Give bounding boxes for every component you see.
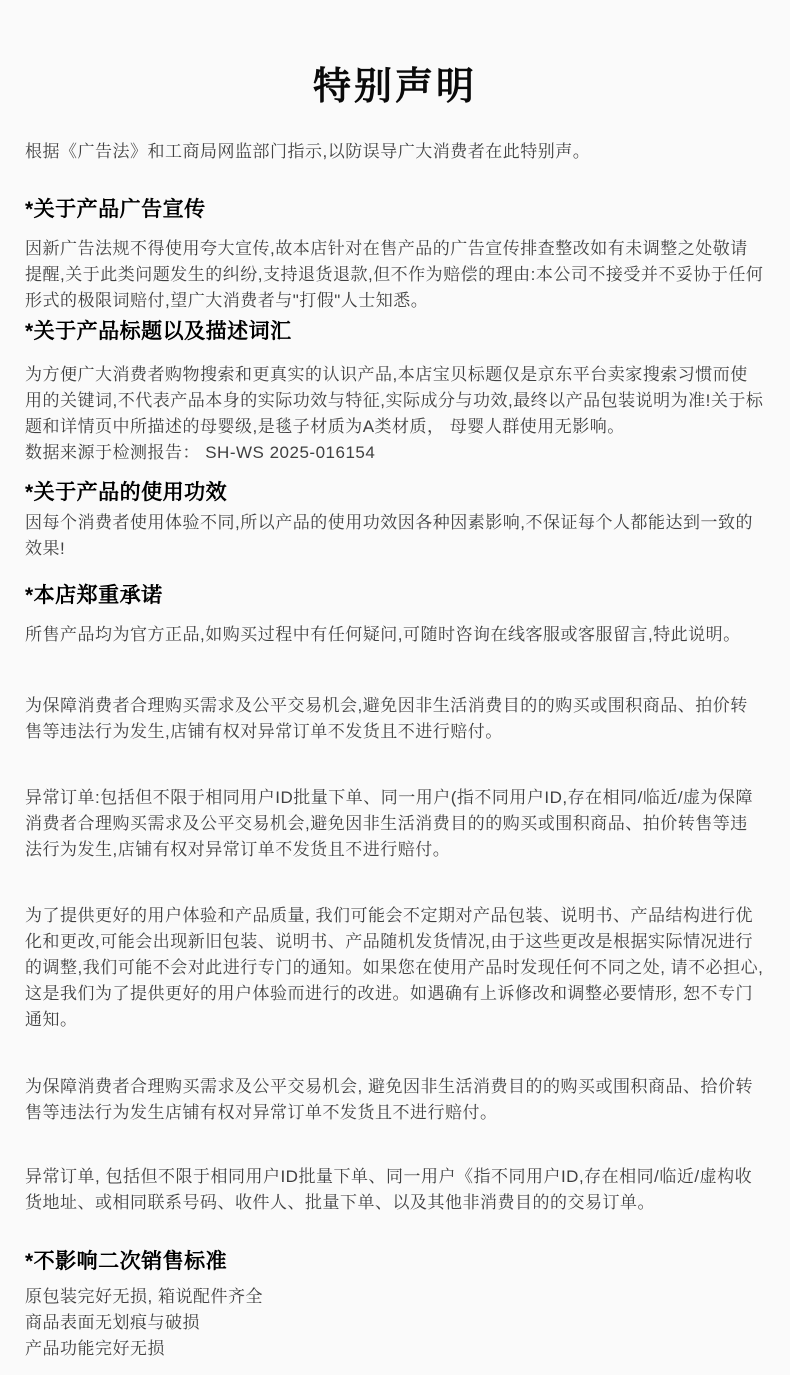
resale-condition-packaging: 原包装完好无损, 箱说配件齐全	[25, 1287, 263, 1306]
paragraph-packaging-changes: 为了提供更好的用户体验和产品质量, 我们可能会不定期对产品包装、说明书、产品结构进行优化和更改,可能会出现新旧包装、说明书、产品随机发货情况,由于这些更改是根据实际情况进行的调整,我们可能不会对此进行专门的通知。如果您在使用产品时发现任何不同之处, 请不必担心, 这是我们为了提供更好的用户体验而进行的改进。如遇确有上诉修改和调整必要情形, 恕不专门通知。	[25, 906, 764, 1029]
section-heading-store-promise: *本店郑重承诺	[25, 584, 163, 607]
paragraph-authentic-products: 所售产品均为官方正品,如购买过程中有任何疑问,可随时咨询在线客服或客服留言,特此说明。	[25, 625, 741, 644]
section-heading-resale-standard: *不影响二次销售标准	[25, 1250, 228, 1273]
paragraph-fair-trade-2: 为保障消费者合理购买需求及公平交易机会, 避免因非生活消费目的的购买或围积商品、拾价转售等违法行为发生店铺有权对异常订单不发货且不进行赔付。	[25, 1077, 753, 1122]
paragraph-test-report-source: 数据来源于检测报告： SH-WS 2025-016154	[25, 443, 376, 462]
paragraph-abnormal-orders-1: 异常订单:包括但不限于相同用户ID批量下单、同一用户(指不同用户ID,存在相同/临近/虚为保障消费者合理购买需求及公平交易机会,避免因非生活消费目的的购买或围积商品、拍价转售等违法行为发生,店铺有权对异常订单不发货且不进行赔付。	[25, 788, 754, 859]
section-heading-title-description: *关于产品标题以及描述词汇	[25, 320, 292, 343]
page-title: 特别声明	[312, 66, 477, 108]
paragraph-abnormal-orders-2: 异常订单, 包括但不限于相同用户ID批量下单、同一用户《指不同用户ID,存在相同/临近/虚构收货地址、或相同联系号码、收件人、批量下单、以及其他非消费目的的交易订单。	[25, 1167, 753, 1212]
intro-paragraph: 根据《广告法》和工商局网监部门指示,以防误导广大消费者在此特别声。	[25, 142, 591, 161]
paragraph-fair-trade-1: 为保障消费者合理购买需求及公平交易机会,避免因非生活消费目的的购买或围积商品、拍价转售等违法行为发生,店铺有权对异常订单不发货且不进行赔付。	[25, 696, 748, 741]
resale-condition-function: 产品功能完好无损	[25, 1339, 165, 1358]
resale-condition-surface: 商品表面无划痕与破损	[25, 1313, 200, 1332]
paragraph-ad-regulation: 因新广告法规不得使用夸大宣传,故本店针对在售产品的广告宣传排查整改如有未调整之处敬请提醒,关于此类问题发生的纠纷,支持退货退款,但不作为赔偿的理由:本公司不接受并不妥协于任何形式的极限词赔付,望广大消费者与"打假"人士知悉。	[25, 239, 764, 310]
paragraph-usage-effect: 因每个消费者使用体验不同,所以产品的使用功效因各种因素影响,不保证每个人都能达到一致的效果!	[25, 513, 753, 558]
section-heading-usage-effect: *关于产品的使用功效	[25, 481, 228, 504]
section-heading-ad-promotion: *关于产品广告宣传	[25, 198, 206, 221]
special-statement-document	[0, 64, 790, 1362]
paragraph-title-keywords: 为方便广大消费者购物搜索和更真实的认识产品,本店宝贝标题仅是京东平台卖家搜索习惯而使用的关键词,不代表产品本身的实际功效与特征,实际成分与功效,最终以产品包装说明为准!关于标题和详情页中所描述的母婴级,是毯子材质为A类材质， 母婴人群使用无影响。	[25, 365, 764, 436]
